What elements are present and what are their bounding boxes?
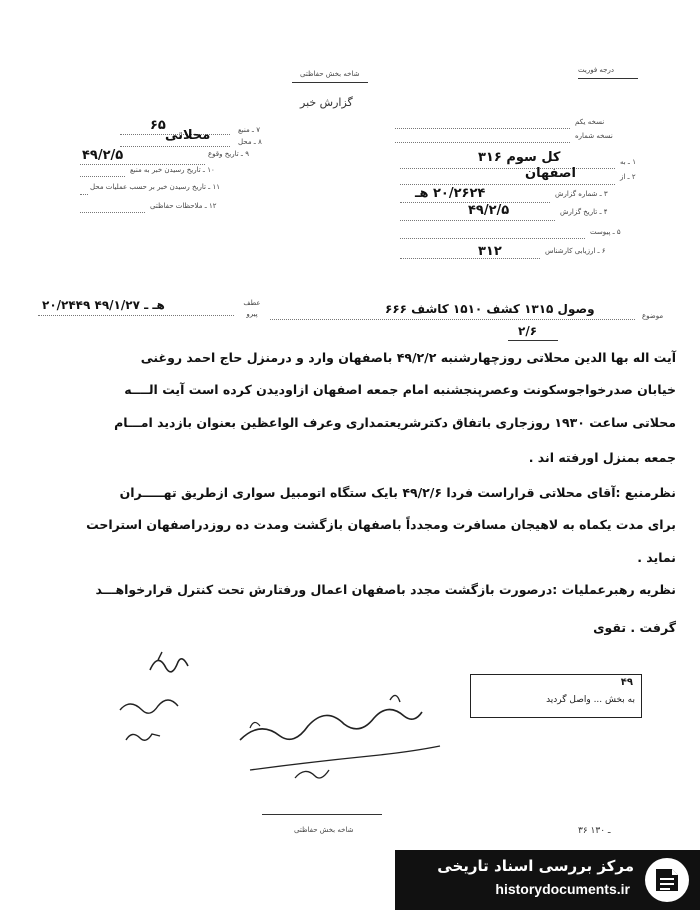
body-line: نظریه رهبرعملیات :درصورت بازگشت مجدد باصفهان اعمال ورفتارش تحت کنترل قرارخواهـــد: [95, 582, 676, 597]
field-location-label: ۸ ـ محل: [238, 138, 262, 146]
subject-value: وصول ۱۳۱۵ کشف ۱۵۱۰ کاشف ۶۶۶: [385, 302, 595, 316]
field-copy-one-label: نسخه یکم: [575, 118, 605, 126]
field-news-ops-label: ۱۱ ـ تاریخ رسیدن خبر بر حسب عملیات محل: [90, 183, 220, 191]
stamp-line-1: ۴۹: [620, 677, 633, 688]
reference-value: ۲۰/۲۴۴۹ هـ ـ ۴۹/۱/۲۷: [42, 298, 165, 312]
body-line: خیابان صدرخواجوسکونت وعصرپنجشنبه امام جمعه اصفهان ازاودیدن کرده است آیت الــــه: [124, 382, 676, 397]
field-copy-number-label: نسخه شماره: [575, 132, 613, 140]
body-line: نماید .: [637, 550, 676, 565]
field-to-label: ۱ ـ به: [620, 158, 636, 166]
footer-separator: [262, 814, 382, 815]
subject-date: ۲/۶: [518, 324, 538, 338]
page-number: ۳۶ ـ ۱۳۰: [578, 826, 611, 836]
field-report-number-value: ۲۰/۲۶۲۴ هـ: [415, 186, 486, 201]
site-url: historydocuments.ir: [495, 881, 630, 897]
subject-date-underline: [508, 340, 558, 341]
report-title: گزارش خبر: [300, 96, 353, 109]
body-line: برای مدت یکماه به لاهیجان مسافرت ومجدداً باصفهان بازگشت ومدت ده روزدراصفهان استراحت: [86, 517, 676, 532]
body-line: گرفت . تقوی: [593, 620, 676, 635]
classification-underline: [578, 78, 638, 79]
stamp-line-2: به بخش ... واصل گردید: [546, 695, 635, 705]
site-title: مرکز بررسی اسناد تاریخی: [437, 857, 634, 875]
field-from-label: ۲ ـ از: [620, 173, 636, 181]
watermark-banner: [395, 850, 700, 910]
classification-label: درجه فوریت: [578, 66, 614, 74]
field-report-date-value: ۴۹/۲/۵: [468, 203, 510, 218]
field-evaluation-label: ۶ ـ ارزیابی کارشناس: [545, 247, 606, 255]
handwritten-signatures: [100, 640, 500, 790]
field-occurrence-date-label: ۹ ـ تاریخ وقوع: [208, 150, 249, 158]
field-security-notes-label: ۱۲ ـ ملاحظات حفاظتی: [150, 202, 217, 210]
body-line: جمعه بمنزل اورفته اند .: [528, 450, 676, 465]
field-report-date-label: ۴ ـ تاریخ گزارش: [560, 208, 608, 216]
org-header-underline: [292, 82, 368, 83]
body-line: آیت اله بها الدین محلاتی روزچهارشنبه ۴۹/۲/۲ باصفهان وارد و درمنزل حاج احمد روغنی: [140, 350, 676, 365]
document-archive-icon: [642, 855, 692, 905]
field-evaluation-value: ۳۱۲: [478, 244, 502, 259]
subject-label: موضوع: [642, 312, 664, 320]
body-line: نظرمنبع :آقای محلاتی قراراست فردا ۴۹/۲/۶ بایک ستگاه اتومبیل سواری ازطریق تهـــــران: [119, 485, 676, 500]
reference-label: عطف پیرو: [243, 299, 261, 318]
org-header: شاخه بخش حفاظتی: [300, 70, 360, 78]
field-news-to-source-label: ۱۰ ـ تاریخ رسیدن خبر به منبع: [130, 166, 215, 174]
body-line: محلاتی ساعت ۱۹۳۰ روزجاری باتفاق دکترشریعتمداری وعرف الواعظین بعنوان بازدید امـــام: [114, 415, 676, 430]
field-attachment-label: ۵ ـ پیوست: [590, 228, 621, 236]
field-report-number-label: ۳ ـ شماره گزارش: [555, 190, 608, 198]
field-source-label: ۷ ـ منبع: [238, 126, 260, 134]
org-footer: شاخه بخش حفاظتی: [294, 826, 354, 834]
field-to-value: کل سوم ۳۱۶: [478, 150, 561, 165]
field-occurrence-date-value: ۴۹/۲/۵: [82, 148, 124, 163]
field-location-value: محلاتی: [165, 128, 211, 143]
field-from-value: اصفهان: [525, 166, 576, 181]
field-source-value: ۶۵: [150, 118, 166, 133]
